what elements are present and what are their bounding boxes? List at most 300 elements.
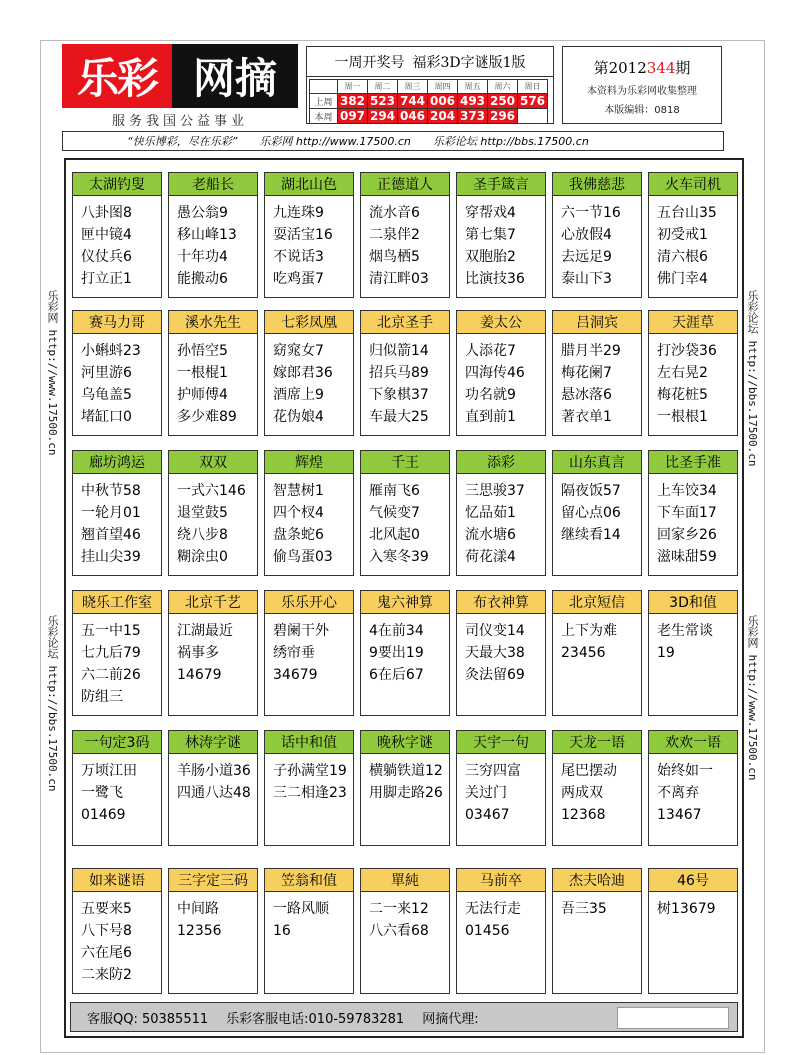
puzzle-cell (264, 310, 354, 436)
cell-body (457, 334, 545, 428)
cell-author: 圣手箴言 (457, 173, 545, 196)
cell-line: 14679 (177, 667, 222, 683)
cell-body (649, 892, 737, 920)
cell-line: 双胞胎2 (465, 249, 516, 265)
cell-line: 七九后79 (81, 645, 141, 661)
agent-blank (617, 1007, 729, 1029)
cell-body (649, 474, 737, 568)
puzzle-cell (456, 450, 546, 576)
this-week-number: 296 (488, 109, 518, 124)
puzzle-cell (456, 172, 546, 298)
cell-author: 溪水先生 (169, 311, 257, 334)
cell-body (265, 474, 353, 568)
last-week-number: 006 (428, 94, 458, 109)
puzzle-cell (72, 450, 162, 576)
url-bar (62, 131, 724, 151)
cell-body (73, 196, 161, 290)
cell-line: 中秋节58 (81, 483, 141, 499)
puzzle-cell (360, 172, 450, 298)
cell-line: 穿帮戏4 (465, 205, 516, 221)
cell-line: 祸事多 (177, 645, 219, 661)
side-text-right-bottom: 乐彩网 http://www.17500.cn (746, 615, 759, 781)
cell-body (73, 614, 161, 708)
cell-line: 花伪娘4 (273, 409, 324, 425)
cell-line: 九连珠9 (273, 205, 324, 221)
puzzle-cell (168, 310, 258, 436)
draw-day-header: 周二 (368, 80, 398, 94)
puzzle-cell (168, 172, 258, 298)
issue-editor: 本版编辑：0818 (604, 105, 680, 116)
cell-line: 仪仗兵6 (81, 249, 132, 265)
cell-line: 9要出19 (369, 645, 424, 661)
cell-author: 姜太公 (457, 311, 545, 334)
cell-author: 林涛字谜 (169, 731, 257, 754)
cell-line: 三二相逢23 (273, 785, 347, 801)
puzzle-cell (552, 868, 642, 994)
puzzle-cell (168, 730, 258, 846)
cell-author: 晚秋字谜 (361, 731, 449, 754)
cell-body (265, 614, 353, 686)
cell-line: 子孙满堂19 (273, 763, 347, 779)
cell-line: 盘条蛇6 (273, 527, 324, 543)
cell-line: 挂山尖39 (81, 549, 141, 565)
cell-author: 马前卒 (457, 869, 545, 892)
cell-body (169, 474, 257, 568)
cell-line: 万顷江田 (81, 763, 137, 779)
draw-day-header: 周一 (338, 80, 368, 94)
last-week-number: 493 (458, 94, 488, 109)
cell-body (553, 614, 641, 664)
this-week-number: 097 (338, 109, 368, 124)
cell-author: 老船长 (169, 173, 257, 196)
cell-line: 比演技36 (465, 271, 525, 287)
cell-body (649, 614, 737, 664)
cell-line: 天最大38 (465, 645, 525, 661)
draw-day-header: 周日 (518, 80, 548, 94)
cell-line: 四通八达48 (177, 785, 251, 801)
cell-line: 19 (657, 645, 675, 661)
cell-body (361, 196, 449, 290)
cell-author: 三字定三码 (169, 869, 257, 892)
cell-line: 6在后67 (369, 667, 424, 683)
cell-body (265, 892, 353, 942)
cell-line: 荷花漾4 (465, 549, 516, 565)
cell-line: 江湖最近 (177, 623, 233, 639)
motto: “快乐博彩，尽在乐彩” (127, 135, 238, 148)
cell-line: 回家乡26 (657, 527, 717, 543)
cell-author: 辉煌 (265, 451, 353, 474)
puzzle-cell (360, 730, 450, 846)
forum-link[interactable]: 乐彩论坛 http://bbs.17500.cn (432, 135, 589, 148)
cell-body (361, 892, 449, 942)
cell-line: 13467 (657, 807, 702, 823)
cell-author: 双双 (169, 451, 257, 474)
cell-line: 下车面17 (657, 505, 717, 521)
cell-body (361, 474, 449, 568)
cell-line: 五要来5 (81, 901, 132, 917)
site-link[interactable]: 乐彩网 http://www.17500.cn (259, 135, 411, 148)
cell-body (169, 614, 257, 686)
last-week-number: 250 (488, 94, 518, 109)
cell-body (73, 754, 161, 826)
cell-line: 车最大25 (369, 409, 429, 425)
cell-body (553, 334, 641, 428)
cell-author: 如来谜语 (73, 869, 161, 892)
weekly-draw-box (306, 46, 554, 124)
cell-author: 鬼六神算 (361, 591, 449, 614)
cell-line: 两成双 (561, 785, 603, 801)
cell-line: 羊肠小道36 (177, 763, 251, 779)
cell-line: 著衣单1 (561, 409, 612, 425)
cell-line: 绕八步8 (177, 527, 228, 543)
last-week-number: 523 (368, 94, 398, 109)
cell-body (73, 474, 161, 568)
draw-title (307, 47, 553, 77)
cell-author: 北京圣手 (361, 311, 449, 334)
cell-line: 八六看68 (369, 923, 429, 939)
cell-line: 五台山35 (657, 205, 717, 221)
cell-line: 八卦图8 (81, 205, 132, 221)
cell-line: 梅花阑7 (561, 365, 612, 381)
puzzle-cell (360, 450, 450, 576)
cell-body (169, 334, 257, 428)
cell-line: 防组三 (81, 689, 123, 705)
cell-body (361, 614, 449, 686)
cell-line: 12368 (561, 807, 606, 823)
cell-line: 翘首望46 (81, 527, 141, 543)
draw-day-header: 周三 (398, 80, 428, 94)
cell-line: 偷鸟蛋03 (273, 549, 333, 565)
cell-author: 添彩 (457, 451, 545, 474)
last-week-number: 744 (398, 94, 428, 109)
cell-line: 归似箭14 (369, 343, 429, 359)
cell-author: 天龙一语 (553, 731, 641, 754)
cell-line: 多少难89 (177, 409, 237, 425)
cell-body (553, 892, 641, 920)
cell-author: 我佛慈悲 (553, 173, 641, 196)
cell-line: 能搬动6 (177, 271, 228, 287)
cell-author: 七彩凤凰 (265, 311, 353, 334)
cell-line: 忆品茹1 (465, 505, 516, 521)
cell-line: 护师傅4 (177, 387, 228, 403)
puzzle-cell (168, 590, 258, 716)
cell-line: 五一中15 (81, 623, 141, 639)
cell-line: 梅花桩5 (657, 387, 708, 403)
cell-line: 隔夜饭57 (561, 483, 621, 499)
cell-line: 入寒冬39 (369, 549, 429, 565)
puzzle-cell (72, 310, 162, 436)
puzzle-cell (648, 450, 738, 576)
logo (62, 44, 298, 108)
cell-line: 03467 (465, 807, 510, 823)
cell-body (265, 754, 353, 804)
cell-body (265, 334, 353, 428)
cell-body (553, 474, 641, 546)
puzzle-cell (456, 590, 546, 716)
cell-line: 悬冰落6 (561, 387, 612, 403)
cell-line: 八下号8 (81, 923, 132, 939)
cell-line: 34679 (273, 667, 318, 683)
puzzle-cell (72, 590, 162, 716)
cell-line: 烟鸟栖5 (369, 249, 420, 265)
cell-line: 佛门幸4 (657, 271, 708, 287)
last-week-label: 上周 (310, 94, 338, 109)
cell-line: 不离弃 (657, 785, 699, 801)
cell-author: 太湖钓叟 (73, 173, 161, 196)
cell-author: 布衣神算 (457, 591, 545, 614)
cell-author: 话中和值 (265, 731, 353, 754)
cell-body (457, 754, 545, 826)
draw-title-sub: 福彩3D字谜版1版 (412, 54, 526, 71)
puzzle-cell (360, 310, 450, 436)
cell-body (169, 196, 257, 290)
cell-line: 六二前26 (81, 667, 141, 683)
cell-line: 下象棋37 (369, 387, 429, 403)
puzzle-cell (648, 310, 738, 436)
cell-line: 4在前34 (369, 623, 424, 639)
cell-line: 第七集7 (465, 227, 516, 243)
cell-author: 湖北山色 (265, 173, 353, 196)
slogan: 服务我国公益事业 (111, 114, 248, 129)
cell-author: 火车司机 (649, 173, 737, 196)
cell-line: 泰山下3 (561, 271, 612, 287)
cell-author: 北京短信 (553, 591, 641, 614)
cell-line: 四个杈4 (273, 505, 324, 521)
logo-black-part: 网摘 (172, 44, 298, 108)
this-week-number (518, 109, 548, 124)
cell-line: 耍活宝16 (273, 227, 333, 243)
cell-author: 山东真言 (553, 451, 641, 474)
cell-body (265, 196, 353, 290)
cell-line: 左右晃2 (657, 365, 708, 381)
footer-qq: 客服QQ: 50385511 (87, 1011, 209, 1027)
cell-author: 一句定3码 (73, 731, 161, 754)
cell-line: 一根棍1 (177, 365, 228, 381)
last-week-number: 576 (518, 94, 548, 109)
cell-body (457, 614, 545, 686)
cell-line: 三思骏37 (465, 483, 525, 499)
cell-line: 窈窕女7 (273, 343, 324, 359)
this-week-number: 373 (458, 109, 488, 124)
cell-line: 北风起0 (369, 527, 420, 543)
cell-body (73, 334, 161, 428)
cell-line: 01456 (465, 923, 510, 939)
cell-line: 12356 (177, 923, 222, 939)
cell-line: 十年功4 (177, 249, 228, 265)
cell-author: 46号 (649, 869, 737, 892)
cell-line: 人添花7 (465, 343, 516, 359)
draw-title-main: 一周开奖号 (334, 54, 405, 71)
cell-line: 直到前1 (465, 409, 516, 425)
cell-line: 愚公翁9 (177, 205, 228, 221)
cell-line: 绣帘垂 (273, 645, 315, 661)
puzzle-cell (552, 450, 642, 576)
cell-line: 用脚走路26 (369, 785, 443, 801)
cell-line: 二泉伴2 (369, 227, 420, 243)
side-text-left-top: 乐彩网 http://www.17500.cn (46, 290, 59, 456)
cell-line: 老生常谈 (657, 623, 713, 639)
this-week-number: 204 (428, 109, 458, 124)
puzzle-cell (648, 730, 738, 846)
cell-author: 正德道人 (361, 173, 449, 196)
puzzle-cell (456, 868, 546, 994)
cell-line: 清江畔03 (369, 271, 429, 287)
puzzle-cell (72, 868, 162, 994)
cell-line: 01469 (81, 807, 126, 823)
cell-author: 吕洞宾 (553, 311, 641, 334)
cell-author: 笠翁和值 (265, 869, 353, 892)
cell-body (361, 334, 449, 428)
puzzle-cell (264, 868, 354, 994)
side-text-right-top: 乐彩论坛 http://bbs.17500.cn (746, 290, 759, 467)
cell-author: 天涯草 (649, 311, 737, 334)
cell-line: 滋味甜59 (657, 549, 717, 565)
puzzle-cell (648, 172, 738, 298)
cell-line: 河里游6 (81, 365, 132, 381)
cell-body (649, 754, 737, 826)
cell-line: 移山峰13 (177, 227, 237, 243)
cell-line: 横躺铁道12 (369, 763, 443, 779)
cell-line: 流水音6 (369, 205, 420, 221)
cell-line: 孙悟空5 (177, 343, 228, 359)
cell-line: 招兵马89 (369, 365, 429, 381)
cell-body (73, 892, 161, 986)
cell-line: 一路风顺 (273, 901, 329, 917)
cell-line: 二来防2 (81, 967, 132, 983)
issue-number: 第2012344期 (593, 59, 691, 77)
cell-line: 灸法留69 (465, 667, 525, 683)
cell-line: 功名就9 (465, 387, 516, 403)
cell-line: 心放假4 (561, 227, 612, 243)
cell-line: 上车饺34 (657, 483, 717, 499)
puzzle-cell (552, 310, 642, 436)
cell-author: 天宇一句 (457, 731, 545, 754)
footer-agent: 网摘代理: (422, 1011, 479, 1027)
cell-line: 中间路 (177, 901, 219, 917)
puzzle-cell (72, 730, 162, 846)
cell-line: 嫁郎君36 (273, 365, 333, 381)
cell-line: 打沙袋36 (657, 343, 717, 359)
cell-line: 退堂鼓5 (177, 505, 228, 521)
cell-line: 小蝌蚪23 (81, 343, 141, 359)
cell-body (169, 754, 257, 804)
puzzle-cell (360, 590, 450, 716)
puzzle-cell (264, 172, 354, 298)
cell-line: 始终如一 (657, 763, 713, 779)
cell-author: 單純 (361, 869, 449, 892)
logo-red-part: 乐彩 (62, 44, 172, 108)
cell-line: 一轮月01 (81, 505, 141, 521)
cell-line: 流水塘6 (465, 527, 516, 543)
puzzle-cell (552, 172, 642, 298)
draw-day-header: 周六 (488, 80, 518, 94)
cell-line: 气候变7 (369, 505, 420, 521)
cell-line: 堵缸口0 (81, 409, 132, 425)
issue-note: 本资料为乐彩网收集整理 (587, 86, 697, 97)
cell-body (457, 474, 545, 568)
cell-line: 继续看14 (561, 527, 621, 543)
cell-line: 初受戒1 (657, 227, 708, 243)
cell-author: 杰夫哈迪 (553, 869, 641, 892)
cell-line: 一式六146 (177, 483, 246, 499)
draw-table (309, 79, 548, 124)
cell-line: 司仪变14 (465, 623, 525, 639)
issue-box (562, 46, 722, 124)
cell-line: 一根根1 (657, 409, 708, 425)
this-week-number: 046 (398, 109, 428, 124)
this-week-label: 本周 (310, 109, 338, 124)
cell-line: 乌龟盖5 (81, 387, 132, 403)
cell-body (169, 892, 257, 942)
cell-line: 吃鸡蛋7 (273, 271, 324, 287)
cell-line: 尾巴摆动 (561, 763, 617, 779)
cell-line: 去远足9 (561, 249, 612, 265)
cell-line: 上下为难 (561, 623, 617, 639)
puzzle-cell (264, 590, 354, 716)
cell-line: 打立正1 (81, 271, 132, 287)
puzzle-cell (168, 868, 258, 994)
cell-line: 糊涂虫0 (177, 549, 228, 565)
cell-body (553, 754, 641, 826)
last-week-number: 382 (338, 94, 368, 109)
cell-line: 腊月半29 (561, 343, 621, 359)
cell-author: 比圣手准 (649, 451, 737, 474)
cell-line: 关过门 (465, 785, 507, 801)
cell-author: 乐乐开心 (265, 591, 353, 614)
cell-line: 留心点06 (561, 505, 621, 521)
cell-author: 3D和值 (649, 591, 737, 614)
cell-line: 智慧树1 (273, 483, 324, 499)
cell-line: 树13679 (657, 901, 716, 917)
side-text-left-bottom: 乐彩论坛 http://bbs.17500.cn (46, 615, 59, 792)
cell-line: 六在尾6 (81, 945, 132, 961)
puzzle-cell (552, 590, 642, 716)
puzzle-cell (648, 868, 738, 994)
puzzle-cell (360, 868, 450, 994)
puzzle-cell (648, 590, 738, 716)
cell-line: 三穷四富 (465, 763, 521, 779)
cell-line: 雁南飞6 (369, 483, 420, 499)
puzzle-cell (264, 730, 354, 846)
cell-line: 六一节16 (561, 205, 621, 221)
cell-line: 酒席上9 (273, 387, 324, 403)
cell-body (457, 196, 545, 290)
cell-author: 北京千艺 (169, 591, 257, 614)
cell-author: 千王 (361, 451, 449, 474)
cell-line: 无法行走 (465, 901, 521, 917)
cell-line: 一鹭飞 (81, 785, 123, 801)
puzzle-cell (552, 730, 642, 846)
cell-line: 四海传46 (465, 365, 525, 381)
draw-day-header: 周五 (458, 80, 488, 94)
this-week-number: 294 (368, 109, 398, 124)
cell-line: 清六根6 (657, 249, 708, 265)
puzzle-cell (264, 450, 354, 576)
cell-body (457, 892, 545, 942)
cell-body (649, 334, 737, 428)
cell-body (553, 196, 641, 290)
cell-line: 匣中镜4 (81, 227, 132, 243)
puzzle-cell (72, 172, 162, 298)
puzzle-cell (168, 450, 258, 576)
footer-bar (70, 1002, 738, 1032)
cell-line: 16 (273, 923, 291, 939)
cell-author: 欢欢一语 (649, 731, 737, 754)
cell-line: 吾三35 (561, 901, 607, 917)
puzzle-cell (456, 730, 546, 846)
cell-line: 碧阑干外 (273, 623, 329, 639)
footer-phone: 乐彩客服电话:010-59783281 (226, 1011, 405, 1027)
